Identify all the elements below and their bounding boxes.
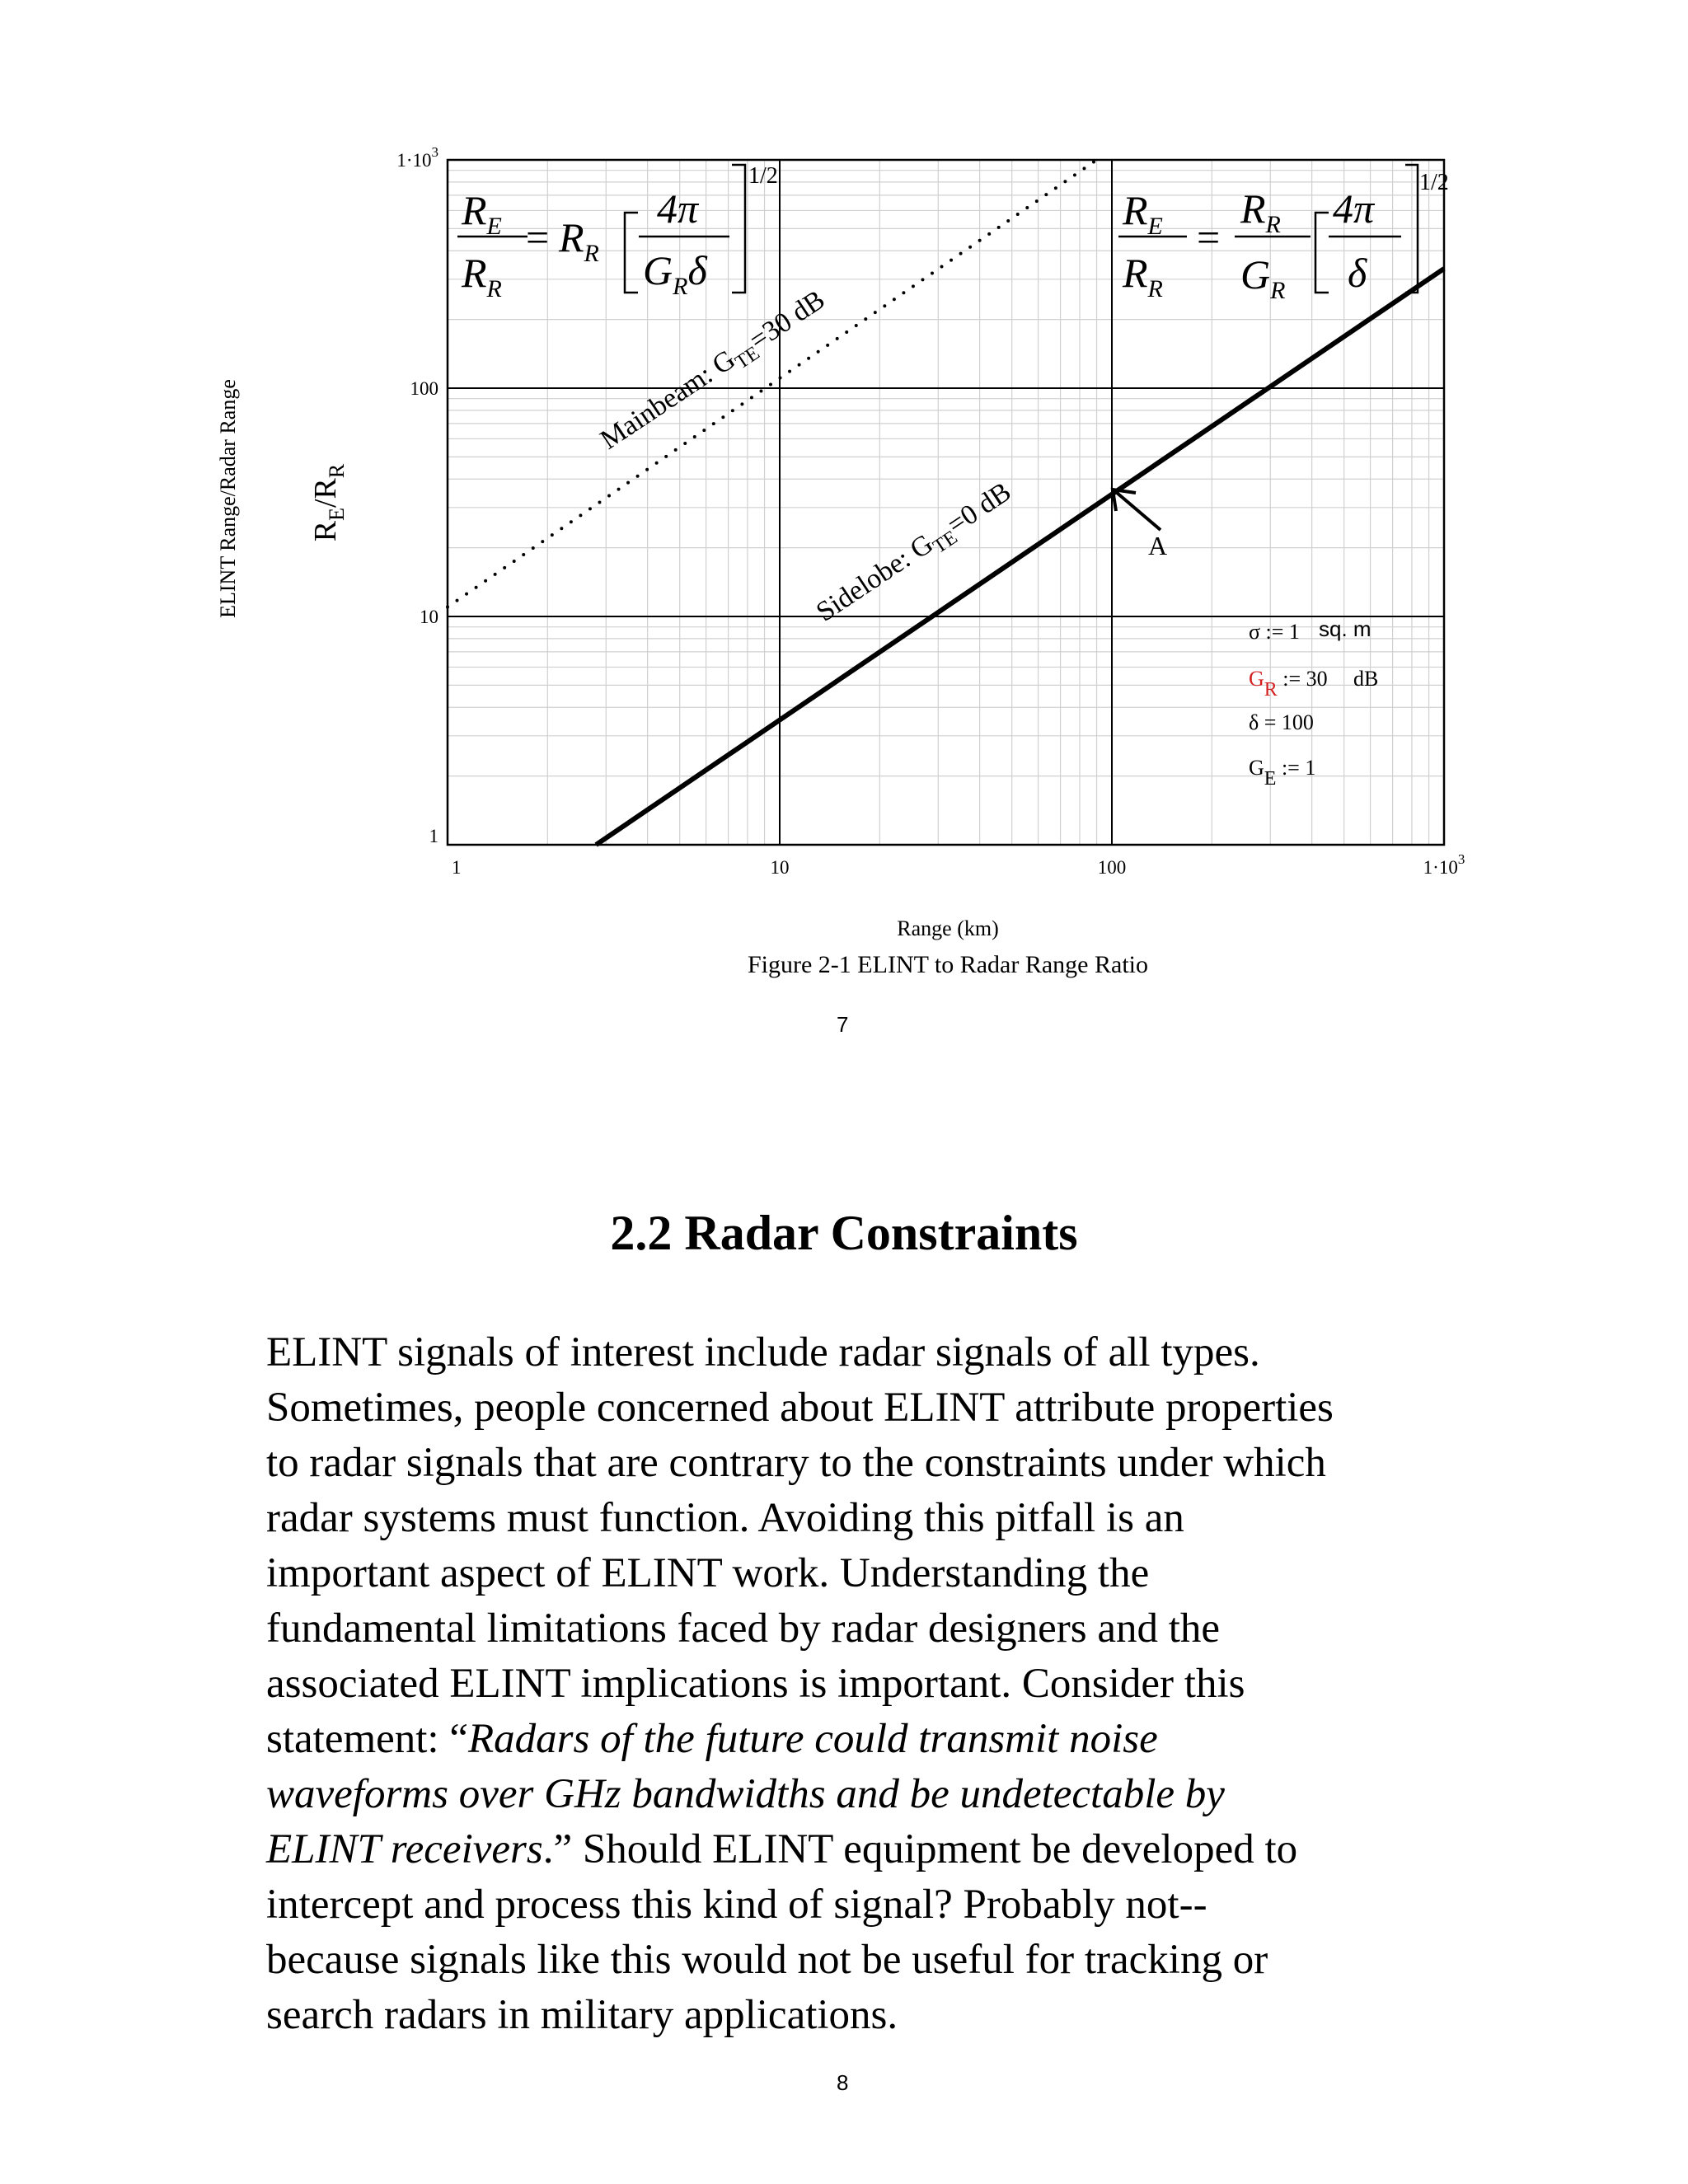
right-eq-delta: δ bbox=[1348, 250, 1367, 296]
paragraph-text: Sometimes, people concerned about ELINT attribute properties bbox=[266, 1385, 1334, 1431]
italic-quote-text: ELINT receivers bbox=[266, 1826, 543, 1872]
page-number-top: 7 bbox=[837, 1012, 849, 1037]
paragraph-line bbox=[266, 1767, 1461, 1822]
right-eq-rr: $R_R$ bbox=[1123, 250, 1163, 302]
paragraph-text: important aspect of ELINT work. Understanding the bbox=[266, 1550, 1150, 1596]
paragraph-line bbox=[266, 1933, 1461, 1988]
mainbeam-label: Mainbeam: $G_{TE}=30$ dB bbox=[594, 284, 831, 456]
right-eq-4pi: 4π bbox=[1333, 185, 1375, 232]
paragraph-line bbox=[266, 1325, 1461, 1380]
range-ratio-chart bbox=[0, 0, 1688, 1071]
x-tick-label: 10 bbox=[770, 857, 790, 878]
left-eq-bracket-open bbox=[625, 213, 638, 293]
right-eq-gr-den: $G_R$ bbox=[1240, 251, 1286, 304]
left-eq-4pi: 4π bbox=[657, 185, 699, 232]
point-a-arrow bbox=[1116, 492, 1160, 530]
paragraph-text: to radar signals that are contrary to the constraints under which bbox=[266, 1440, 1326, 1486]
param-gr-unit: dB bbox=[1353, 667, 1379, 691]
right-eq-bracket-open bbox=[1315, 213, 1329, 293]
y-tick-label: 10 bbox=[420, 607, 438, 627]
y-axis-label-outer: ELINT Range/Radar Range bbox=[216, 379, 240, 618]
left-eq-re: $R_E$ bbox=[462, 187, 502, 240]
paragraph-text: fundamental limitations faced by radar designers and the bbox=[266, 1605, 1221, 1652]
x-tick-label: $1\cdot 10^3$ bbox=[1423, 851, 1465, 878]
paragraph-text: because signals like this would not be useful for tracking or bbox=[266, 1937, 1268, 1983]
paragraph-line bbox=[266, 1491, 1461, 1546]
paragraph-text: .” Should ELINT equipment be developed to bbox=[542, 1826, 1298, 1872]
paragraph-line bbox=[266, 1712, 1461, 1767]
x-tick-label: 100 bbox=[1097, 857, 1127, 878]
parameters-block bbox=[1249, 616, 1378, 790]
point-a-label: A bbox=[1148, 531, 1168, 560]
left-eq-exponent: 1/2 bbox=[748, 163, 778, 189]
paragraph-line bbox=[266, 1436, 1461, 1491]
section-paragraph bbox=[266, 1325, 1461, 2043]
left-eq-mult: $R_R$ bbox=[559, 214, 599, 267]
param-gr: GR := 30 bbox=[1249, 667, 1328, 701]
paragraph-line bbox=[266, 1657, 1461, 1712]
paragraph-line bbox=[266, 1380, 1461, 1436]
sidelobe-label: Sidelobe: $G_{TE}=0$ dB bbox=[810, 476, 1017, 628]
section-title: 2.2 Radar Constraints bbox=[610, 1206, 1078, 1260]
left-eq-denominator: $G_R\delta$ bbox=[643, 247, 707, 300]
x-tick-label: 1 bbox=[452, 857, 462, 878]
paragraph-line bbox=[266, 1988, 1461, 2043]
italic-quote-text: Radars of the future could transmit noise bbox=[468, 1716, 1158, 1762]
paragraph-text: radar systems must function. Avoiding this pitfall is an bbox=[266, 1495, 1184, 1541]
y-tick-label: $1\cdot 10^3$ bbox=[396, 144, 438, 171]
point-a-annotation bbox=[1113, 490, 1167, 560]
param-ge: GE := 1 bbox=[1249, 756, 1316, 790]
right-eq-re: $R_E$ bbox=[1123, 187, 1163, 240]
y-tick-label: 1 bbox=[429, 826, 438, 846]
paragraph-text: intercept and process this kind of signal? Probably not-- bbox=[266, 1882, 1207, 1928]
paragraph-text: statement: “ bbox=[266, 1716, 468, 1762]
y-axis-label-inner: $R_E/R_R$ bbox=[308, 463, 349, 542]
paragraph-line bbox=[266, 1877, 1461, 1933]
right-equation bbox=[1118, 165, 1449, 304]
paragraph-text: search radars in military applications. bbox=[266, 1992, 898, 2038]
figure-caption: Figure 2-1 ELINT to Radar Range Ratio bbox=[747, 951, 1149, 978]
left-eq-equals: = bbox=[526, 214, 550, 260]
left-equation bbox=[457, 163, 778, 302]
paragraph-line bbox=[266, 1822, 1461, 1877]
paragraph-text: associated ELINT implications is important. Consider this bbox=[266, 1661, 1245, 1707]
param-sigma-unit: sq. m bbox=[1319, 616, 1372, 641]
paragraph-line bbox=[266, 1601, 1461, 1657]
paragraph-line bbox=[266, 1546, 1461, 1601]
right-eq-exponent: 1/2 bbox=[1419, 170, 1449, 195]
param-delta: δ = 100 bbox=[1249, 710, 1314, 734]
paragraph-text: ELINT signals of interest include radar signals of all types. bbox=[266, 1329, 1260, 1376]
x-axis-label: Range (km) bbox=[897, 916, 999, 940]
y-tick-label: 100 bbox=[410, 378, 438, 399]
right-eq-equals: = bbox=[1197, 214, 1221, 260]
left-eq-rr: $R_R$ bbox=[462, 250, 502, 302]
param-sigma: σ := 1 bbox=[1249, 620, 1300, 644]
page-number-bottom: 8 bbox=[837, 2070, 849, 2095]
right-eq-rr-num: $R_R$ bbox=[1240, 185, 1281, 238]
italic-quote-text: waveforms over GHz bandwidths and be undetectable by bbox=[266, 1771, 1225, 1817]
